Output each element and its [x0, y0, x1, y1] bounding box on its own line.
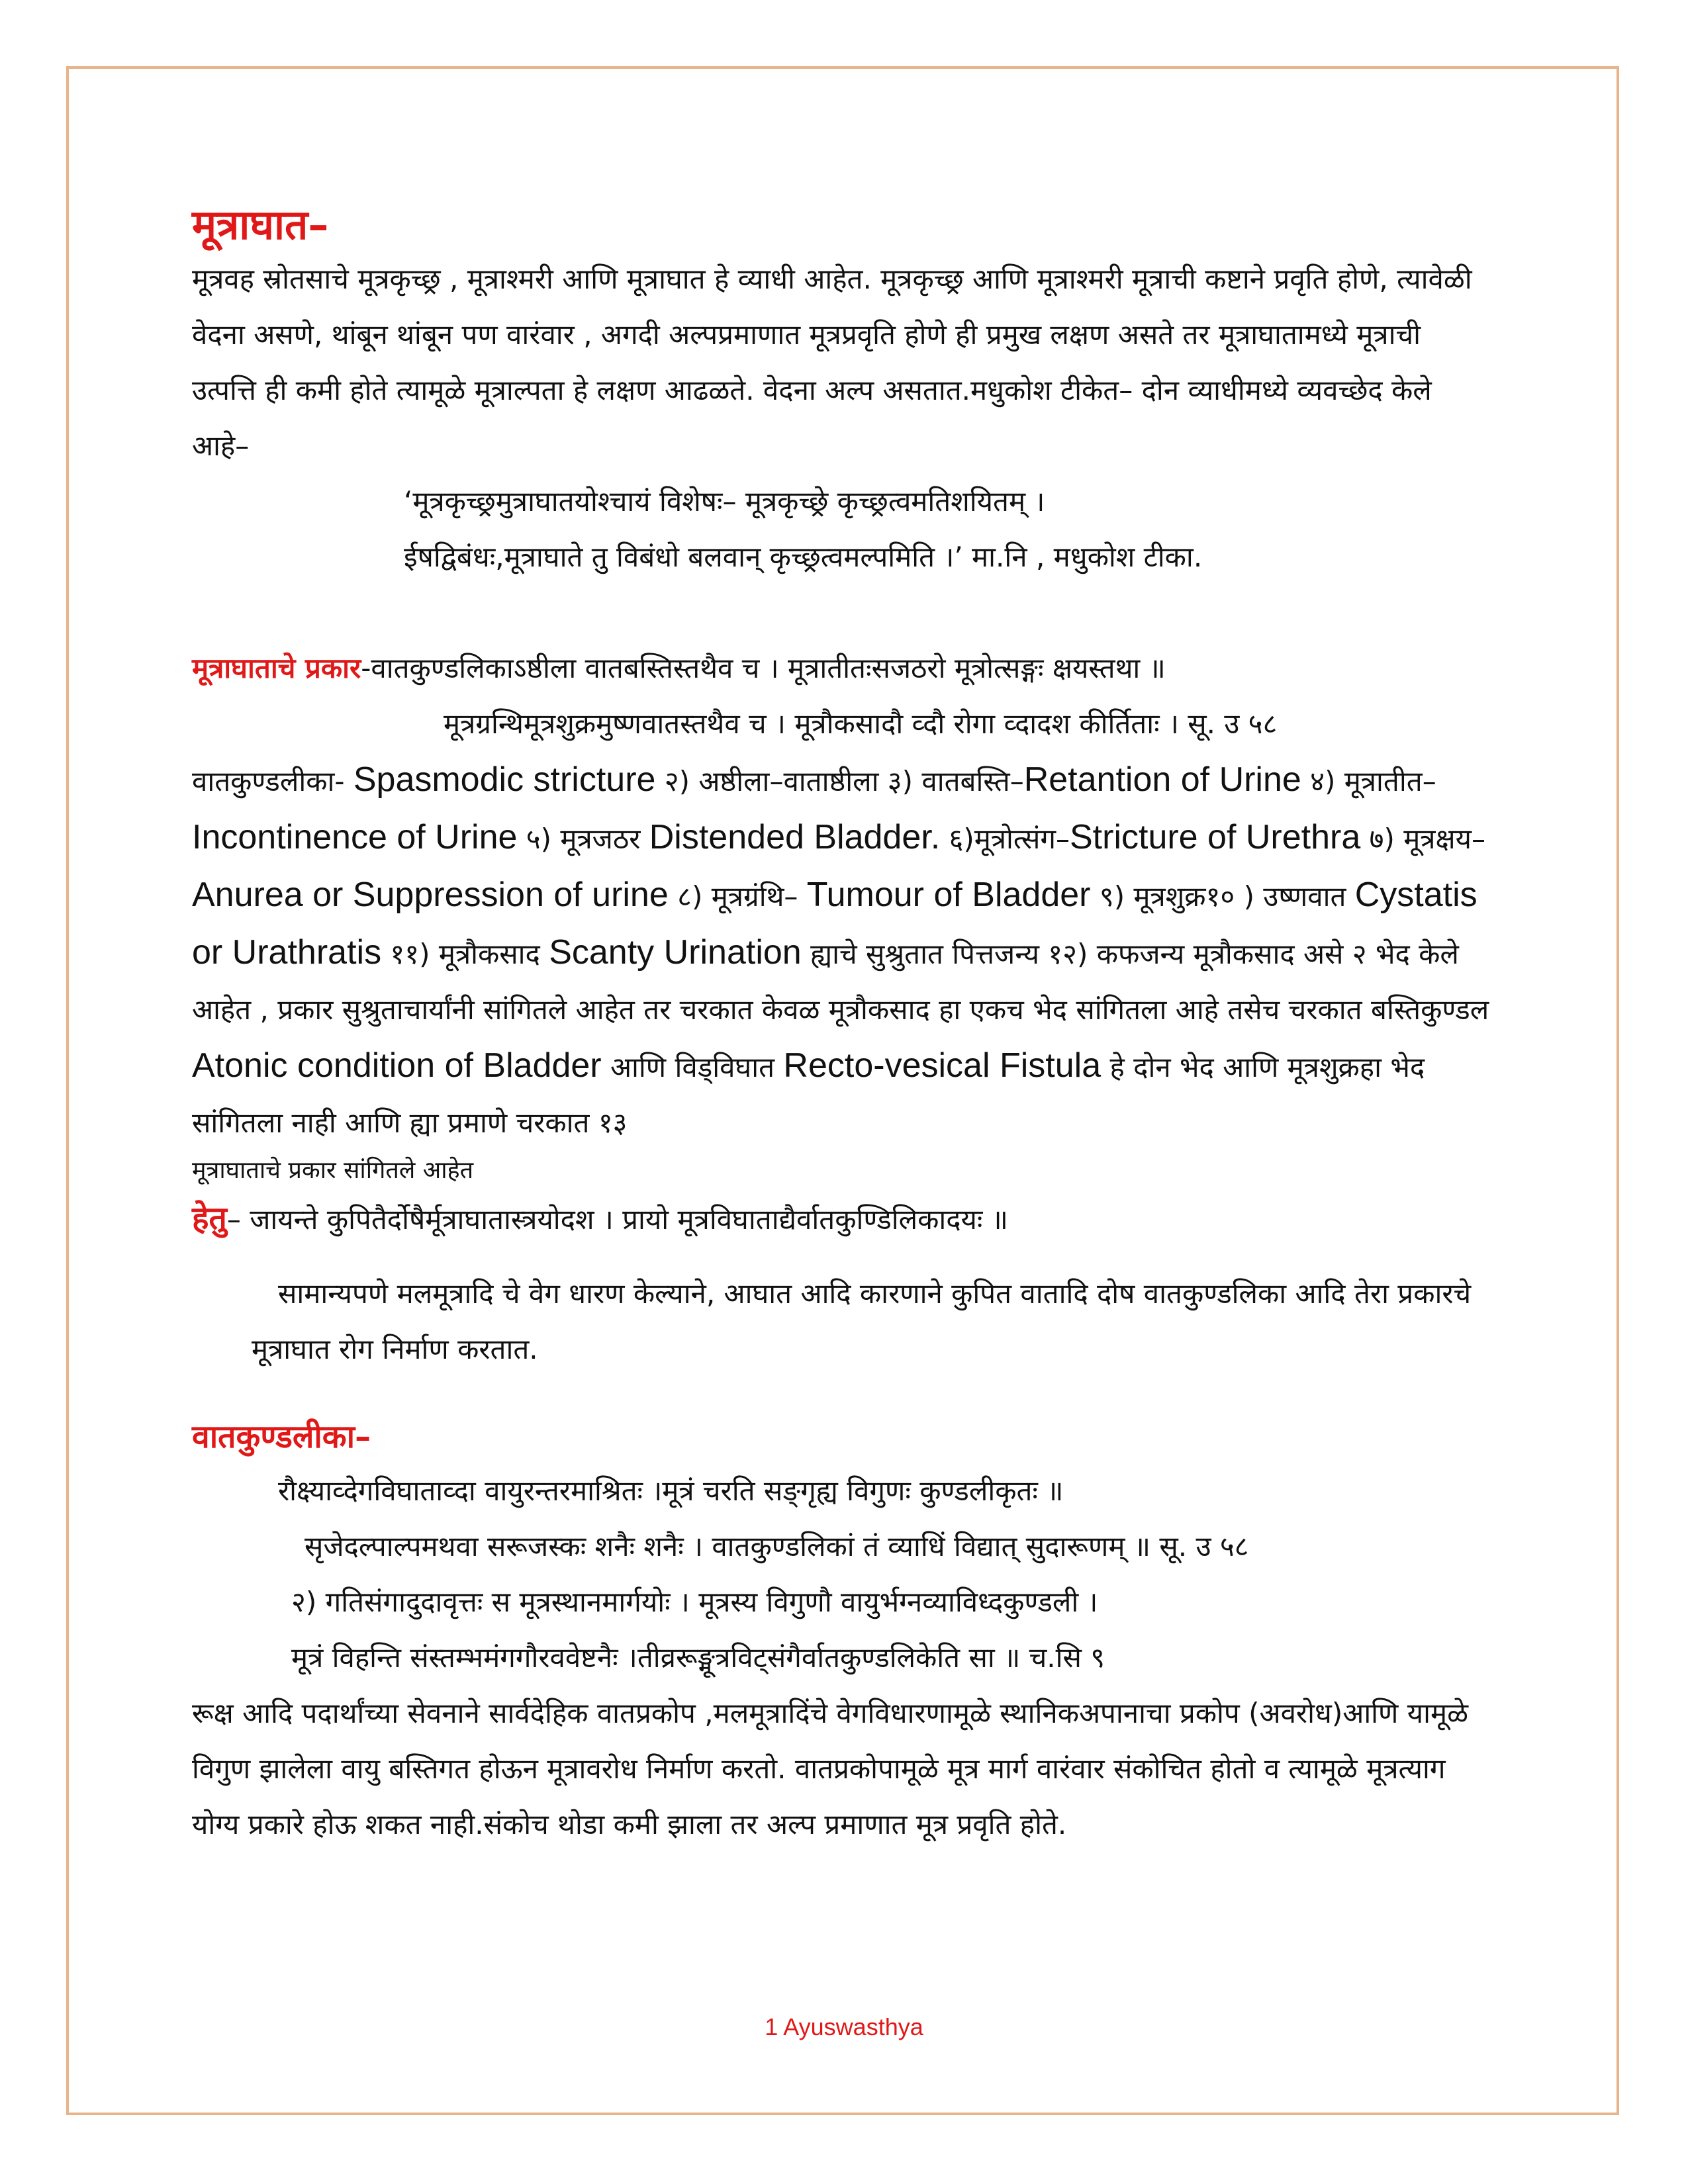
prakar-english: Spasmodic stricture — [353, 760, 656, 799]
vatkundalika-paragraph: रूक्ष आदि पदार्थांच्या सेवनाने सार्वदेहिक वातप्रकोप ,मलमूत्रादिंचे वेगविधारणामूळे स्थानिकअपानाचा प्रकोप (अवरोध)आणि यामूळे विगुण झालेला वायु बस्तिगत होऊन मूत्रावरोध निर्माण करतो. वातप्रकोपामूळे मूत्र मार्ग वारंवार संकोचित होतो व त्यामूळे मूत्रत्याग योग्य प्रकारे होऊ शकत नाही.संकोच थोडा कमी झाला तर अल्प प्रमाणात मूत्र प्रवृति होते. — [192, 1697, 1469, 1841]
prakar-text: ह्याचे सुश्रुतात पित्तजन्य १२) कफजन्य मूत्रौकसाद असे २ भेद केले आहेत , प्रकार सुश्रुताचार्यांनी सांगितले आहेत तर चरकात केवळ मूत्रौकसाद हा एकच भेद सांगितला आहे तसेच चरकात बस्तिकुण्डल — [192, 938, 1489, 1026]
prakar-text: २) अष्ठीला–वाताष्ठीला ३) वातबस्ति– — [655, 765, 1024, 797]
page-footer: 1 Ayuswasthya — [765, 2013, 923, 2040]
prakar-text: ४) मूत्रातीत– — [1301, 765, 1436, 797]
vatkundalika-verse-4: मूत्रं विहन्ति संस्तम्भमंगगौरववेष्टनैः ।तीव्ररूङ्मूत्रविट्संगैर्वातकुण्डलिकेति सा ॥ च.सि ९ — [291, 1641, 1105, 1674]
prakar-english: Retantion of Urine — [1023, 760, 1301, 799]
prakar-text: ११) मूत्रौकसाद — [381, 938, 549, 970]
prakar-verse-a: -वातकुण्डलिकाऽष्ठीला वातबस्तिस्तथैव च । मूत्रातीतःसजठरो मूत्रोत्सङ्गः क्षयस्तथा ॥ — [361, 652, 1166, 684]
heading-hetu: हेतु — [192, 1200, 227, 1237]
heading-mutraghat: मूत्राघात– — [192, 201, 329, 249]
prakar-text: ८) मूत्रग्रंथि– — [668, 880, 807, 913]
prakar-text: ५) मूत्रजठर — [517, 823, 649, 855]
prakar-verse-line-1 — [192, 641, 1489, 696]
vatkundalika-verse-3: २) गतिसंगादुदावृत्तः स मूत्रस्थानमार्गयोः । मूत्रस्य विगुणौ वायुर्भग्नव्याविध्दकुण्डली । — [291, 1586, 1098, 1618]
prakar-verse-b: मूत्रग्रन्थिमूत्रशुक्रमुष्णवातस्तथैव च । मूत्रौकसादौ व्दौ रोगा व्दादश कीर्तिताः । सू. उ ५८ — [444, 707, 1278, 740]
hetu-verse: – जायन्ते कुपितैर्दोषैर्मूत्राघातास्त्रयोदश । प्रायो मूत्रविघाताद्यैर्वातकुण्डिलिकादयः ॥ — [226, 1203, 1008, 1236]
prakar-english: Atonic condition of Bladder — [192, 1046, 602, 1085]
prakar-text: ७) मूत्रक्षय– — [1360, 823, 1485, 855]
prakar-list-paragraph — [192, 752, 1489, 1151]
prakar-english: Cystatis or Urathratis — [192, 876, 1477, 972]
prakar-english: Stricture of Urethra — [1070, 818, 1361, 856]
prakar-text: आणि विड्विघात — [601, 1051, 784, 1083]
heading-vatkundalika: वातकुण्डलीका– — [192, 1418, 371, 1455]
page-content — [192, 199, 1489, 1852]
prakar-english: Distended Bladder. — [649, 818, 941, 856]
prakar-text: हे दोन भेद आणि मूत्रशुक्रहा भेद सांगितला नाही आणि ह्या प्रमाणे चरकात १३ — [192, 1051, 1425, 1139]
hetu-paragraph: सामान्यपणे मलमूत्रादि चे वेग धारण केल्याने, आघात आदि कारणाने कुपित वातादि दोष वातकुण्डलिका आदि तेरा प्रकारचे मूत्राघात रोग निर्माण करतात. — [252, 1277, 1472, 1365]
prakar-text: ६)मूत्रोत्संग– — [949, 823, 1070, 855]
prakar-english: Anurea or Suppression of urine — [192, 876, 669, 914]
prakar-english: Tumour of Bladder — [806, 876, 1091, 914]
prakar-english: Incontinence of Urine — [192, 818, 518, 856]
hetu-line — [192, 1191, 1489, 1248]
prakar-text: वातकुण्डलीका- — [192, 765, 353, 797]
prakar-english: Scanty Urination — [549, 933, 802, 972]
mutraghat-paragraph: मूत्रवह स्रोतसाचे मूत्रकृच्छ्र , मूत्राश्मरी आणि मूत्राघात हे व्याधी आहेत. मूत्रकृच्छ्र आणि मूत्राश्मरी मूत्राची कष्टाने प्रवृति होणे, त्यावेळी वेदना असणे, थांबून थांबून पण वारंवार , अगदी अल्पप्रमाणात मूत्रप्रवृति होणे ही प्रमुख लक्षण असते तर मूत्राघातामध्ये मूत्राची उत्पत्ति ही कमी होते त्यामूळे मूत्राल्पता हे लक्षण आढळते. वेदना अल्प असतात.मधुकोश टीकेत– दोन व्याधीमध्ये व्यवच्छेद केले आहे– — [192, 263, 1472, 462]
madhukosh-verse-1: ‘मूत्रकृच्छ्रमुत्राघातयोश्चायं विशेषः– मूत्रकृच्छ्रे कृच्छ्रत्वमतिशयितम् । — [404, 485, 1045, 518]
heading-prakar: मूत्राघाताचे प्रकार — [192, 652, 361, 684]
madhukosh-verse-2: ईषद्विबंधः,मूत्राघाते तु विबंधो बलवान् कृच्छ्रत्वमल्पमिति ।’ मा.नि , मधुकोश टीका. — [404, 541, 1203, 573]
vatkundalika-verse-2: सृजेदल्पाल्पमथवा सरूजस्कः शनैः शनैः । वातकुण्डलिकां तं व्याधिं विद्यात् सुदारूणम् ॥ सू. उ ५८ — [305, 1530, 1249, 1563]
vatkundalika-verse-1: रौक्ष्याव्देगविघाताव्दा वायुरन्तरमाश्रितः ।मूत्रं चरति सङ्गृह्य विगुणः कुण्डलीकृतः ॥ — [278, 1475, 1064, 1507]
prakar-text: ९) मूत्रशुक्र१० ) उष्णवात — [1090, 880, 1355, 913]
prakar-closing-line: मूत्राघाताचे प्रकार सांगितले आहेत — [192, 1157, 474, 1184]
prakar-english: Recto-vesical Fistula — [783, 1046, 1102, 1085]
